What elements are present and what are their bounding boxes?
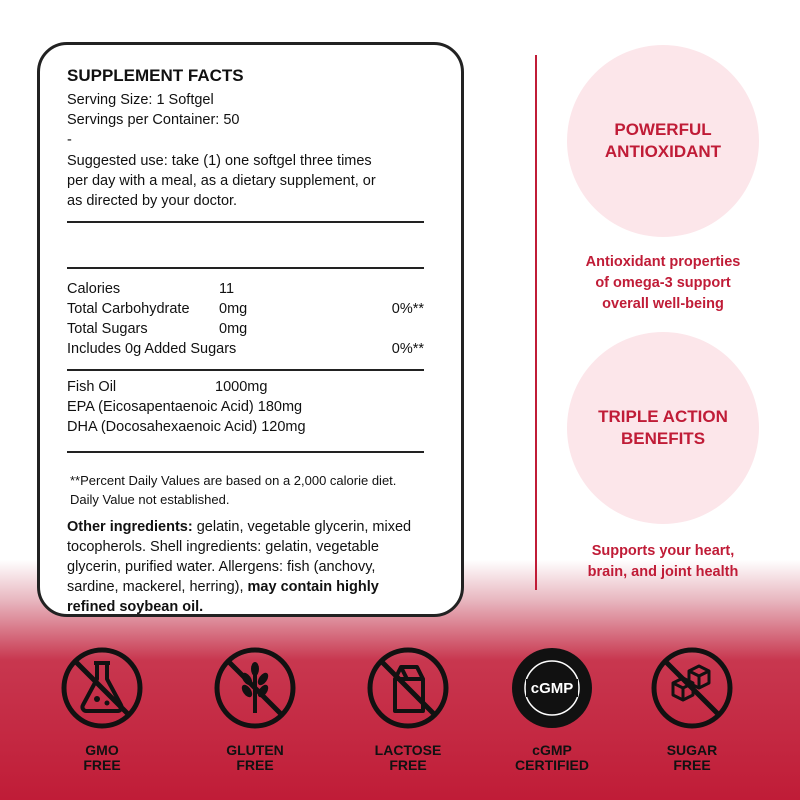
- oil-row: Fish Oil 1000mg: [67, 379, 268, 395]
- benefit-circle-triple-action: [567, 332, 759, 524]
- suggested-use-line-2: per day with a meal, as a dietary supplement, or: [67, 173, 376, 189]
- rule: [67, 221, 424, 223]
- footnote-line-1: **Percent Daily Values are based on a 2,000 calorie diet.: [70, 473, 397, 488]
- gluten-free-badge: [205, 645, 305, 773]
- badge-label: LACTOSE FREE: [374, 742, 442, 773]
- oil-row: EPA (Eicosapentaenoic Acid) 180mg: [67, 399, 303, 415]
- badge-label: GLUTEN FREE: [226, 742, 284, 773]
- rule: [67, 451, 424, 453]
- footnote-line-2: Daily Value not established.: [70, 492, 230, 507]
- other-ingredients-line-4: sardine, mackerel, herring), may contain highly: [67, 579, 379, 595]
- benefit-title: TRIPLE ACTION BENEFITS: [598, 407, 728, 448]
- lactose-free-badge: [358, 645, 458, 773]
- supplement-facts-panel: [37, 42, 464, 617]
- sugar-free-badge: [642, 645, 742, 773]
- other-ingredients-line-3: glycerin, purified water. Allergens: fish (anchovy,: [67, 559, 376, 575]
- badge-label: cGMP CERTIFIED: [515, 742, 589, 773]
- suggested-use-line-1: Suggested use: take (1) one softgel three times: [67, 153, 372, 169]
- oil-row: DHA (Docosahexaenoic Acid) 120mg: [67, 419, 306, 435]
- vertical-divider: [535, 55, 537, 590]
- nutrient-row: Calories 11: [67, 281, 235, 297]
- cgmp-seal-icon: [509, 645, 595, 731]
- no-wheat-icon: [212, 645, 298, 731]
- svg-text:cGMP: cGMP: [530, 680, 574, 697]
- nutrient-row: Total Sugars 0mg: [67, 321, 248, 337]
- other-ingredients-line-1: Other ingredients: gelatin, vegetable glycerin, mixed: [67, 519, 412, 535]
- no-gmo-flask-icon: [59, 645, 145, 731]
- other-ingredients-line-5: refined soybean oil.: [67, 599, 204, 615]
- dash: -: [67, 132, 72, 148]
- benefit-caption-triple-action: Supports your heart, brain, and joint health: [587, 543, 739, 580]
- badge-label: SUGAR FREE: [666, 742, 718, 773]
- nutrient-row: Total Carbohydrate 0mg 0%**: [67, 301, 424, 317]
- no-sugar-cubes-icon: [649, 645, 735, 731]
- servings-per-container: Servings per Container: 50: [67, 112, 240, 128]
- rule: [67, 267, 424, 269]
- cgmp-certified-badge: [502, 645, 602, 773]
- benefit-title: POWERFUL ANTIOXIDANT: [604, 120, 722, 161]
- other-ingredients-line-2: tocopherols. Shell ingredients: gelatin, vegetable: [67, 539, 379, 555]
- gmo-free-badge: [52, 645, 152, 773]
- benefit-circle-antioxidant: [567, 45, 759, 237]
- serving-size: Serving Size: 1 Softgel: [67, 92, 214, 108]
- benefit-caption-antioxidant: Antioxidant properties of omega-3 support overall well-being: [585, 254, 741, 312]
- suggested-use-line-3: as directed by your doctor.: [67, 193, 238, 209]
- no-milk-carton-icon: [365, 645, 451, 731]
- facts-title: SUPPLEMENT FACTS: [67, 66, 244, 85]
- nutrient-row: Includes 0g Added Sugars 0%**: [67, 341, 424, 357]
- badge-label: GMO FREE: [83, 742, 121, 773]
- rule: [67, 369, 424, 371]
